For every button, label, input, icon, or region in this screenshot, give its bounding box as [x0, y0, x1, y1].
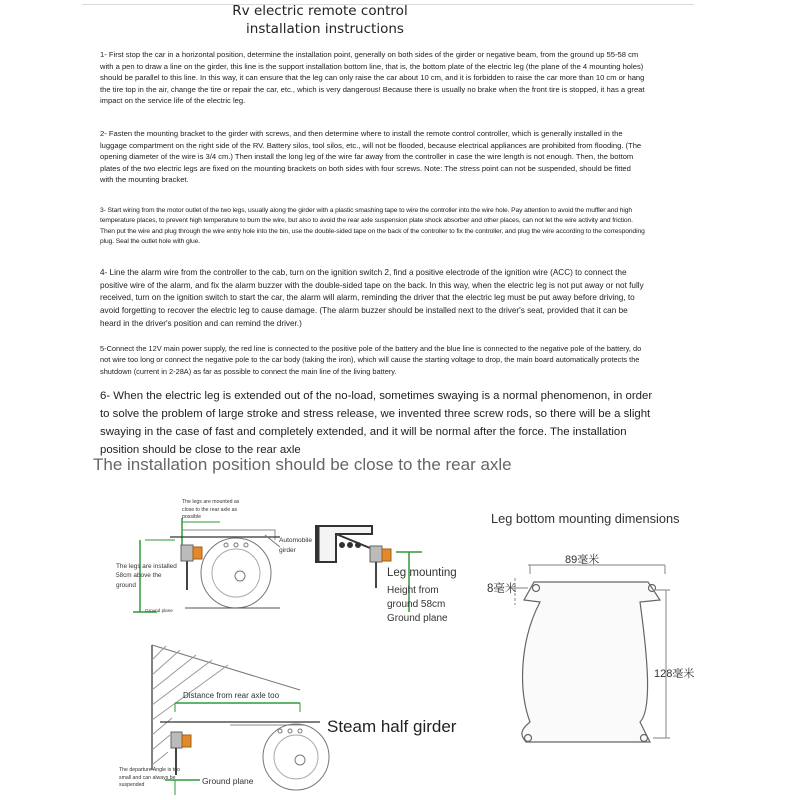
- label-legs-height: The legs are installed 58cm above the ground: [116, 563, 177, 589]
- title-line-2: installation instructions: [246, 21, 404, 37]
- paragraph-1: 1- First stop the car in a horizontal position, determine the installation point, generally on both sides of the girder or negative beam, from the ground up 55-58 cm with a pen to draw a line on the girder, this line is the support installation bottom line, that is, the bottom plate of the electric leg (the plane of the 4 mounting holes) should be parallel to this line. In this way, it can ensure that the leg can only raise the car about 10 cm, and it is forbidden to raise the car more than 10 cm or hang the tire top in the air, change the tire or repair the car, etc., which is very dangerous! Because there is usually no brake when the front tire is stopped, it has a great impact on the service life of the electric leg.: [100, 50, 645, 106]
- paragraph-4: 4- Line the alarm wire from the controller to the cab, turn on the ignition switch 2, find a positive electrode of the ignition wire (ACC) to connect the positive wire of the alarm, and fix the alarm buzzer with the double-sided tape on the back. In this way, when the electric leg is not put away or not fully received, turn on the ignition switch to start the car, the alarm will alarm, reminding the driver that the electric leg must be put away before driving, to avoid forgetting to recover the electric leg to cause damage. (The alarm buzzer should be installed next to the driver's seat, provided that it can be heard in the driver's position and can remind the driver.): [100, 268, 644, 328]
- paragraph-6: 6- When the electric leg is extended out of the no-load, sometimes swaying is a normal phenomenon, in order to solve the problem of large stroke and stress release, we invented three screw rods, so there will be a slight swaying in the case of fast and completely extended, and it will be normal after the force. The installation position should be close to the rear axle: [100, 390, 653, 456]
- paragraph-2: 2- Fasten the mounting bracket to the girder with screws, and then determine where to install the remote control controller, which is generally installed in the luggage compartment on the right side of the RV. Battery silos, tool silos, etc., will not be flooded, because electrical appliances are prohibited from flooding. (The opening diameter of the wire is 3/4 cm.) Then install the long leg of the wire far away from the controller in case the wire length is not enough. Then, the bottom plates of the two electric legs are fixed on the mounting brackets on both sides with four screws. Note: The stress point can not be suspended, should be fitted with the mounting bracket.: [100, 129, 642, 185]
- label-ground-plane-4: Ground plane: [202, 776, 254, 786]
- paragraph-3: 3- Start wiring from the motor outlet of the two legs, usually along the girder with a plastic smashing tape to wire the controller into the wire hole. Pay attention to avoid the muffler and high temperature places, to prevent high temperature to burn the wire, but also to avoid the rear axle suspension plate shock absorber and other places, can not let the wire activity and friction. Then put the wire and plug through the wire entry hole into the bin, use the double-sided tape on the back of the controller to fix the controller, and plug the wire according to the corresponding plug. Seal the outlet hole with glue.: [100, 207, 645, 246]
- label-distance-rear-axle: Distance from rear axle too: [183, 691, 280, 700]
- paragraph-5: 5-Connect the 12V main power supply, the red line is connected to the positive pole of the battery and the blue line is connected to the negative pole of the battery, do not wire too long or connect the negative pole to the car body (taking the iron), which will cause the starting voltage to drop, the main board automatically protects the shutdown (current in 2-28A) as far as possible to connect the main line of the living battery.: [100, 344, 642, 376]
- label-height-from-ground: Height from ground 58cm: [387, 585, 446, 610]
- label-ground-plane-2: Ground plane: [387, 613, 448, 624]
- installation-heading: The installation position should be close to the rear axle: [93, 455, 512, 474]
- label-legs-close: The legs are mounted as close to the rear axle as possible: [182, 499, 240, 520]
- label-leg-bottom-dimensions: Leg bottom mounting dimensions: [491, 511, 680, 526]
- label-dimension-128mm: 128毫米: [654, 668, 695, 680]
- label-departure-angle: The departure Angle is too small and can always be suspended: [119, 767, 180, 789]
- label-leg-mounting: Leg mounting: [387, 567, 457, 579]
- label-steam-half-girder: Steam half girder: [327, 717, 457, 736]
- title-line-1: Rv electric remote control: [232, 3, 408, 19]
- label-automobile-girder: Automobile girder: [279, 537, 312, 554]
- label-ground-plane-1: Ground plane: [145, 608, 173, 613]
- label-dimension-8mm: 8毫米: [487, 583, 517, 595]
- diagram-bottom-plate: [510, 565, 670, 742]
- label-dimension-89mm: 89毫米: [565, 554, 600, 566]
